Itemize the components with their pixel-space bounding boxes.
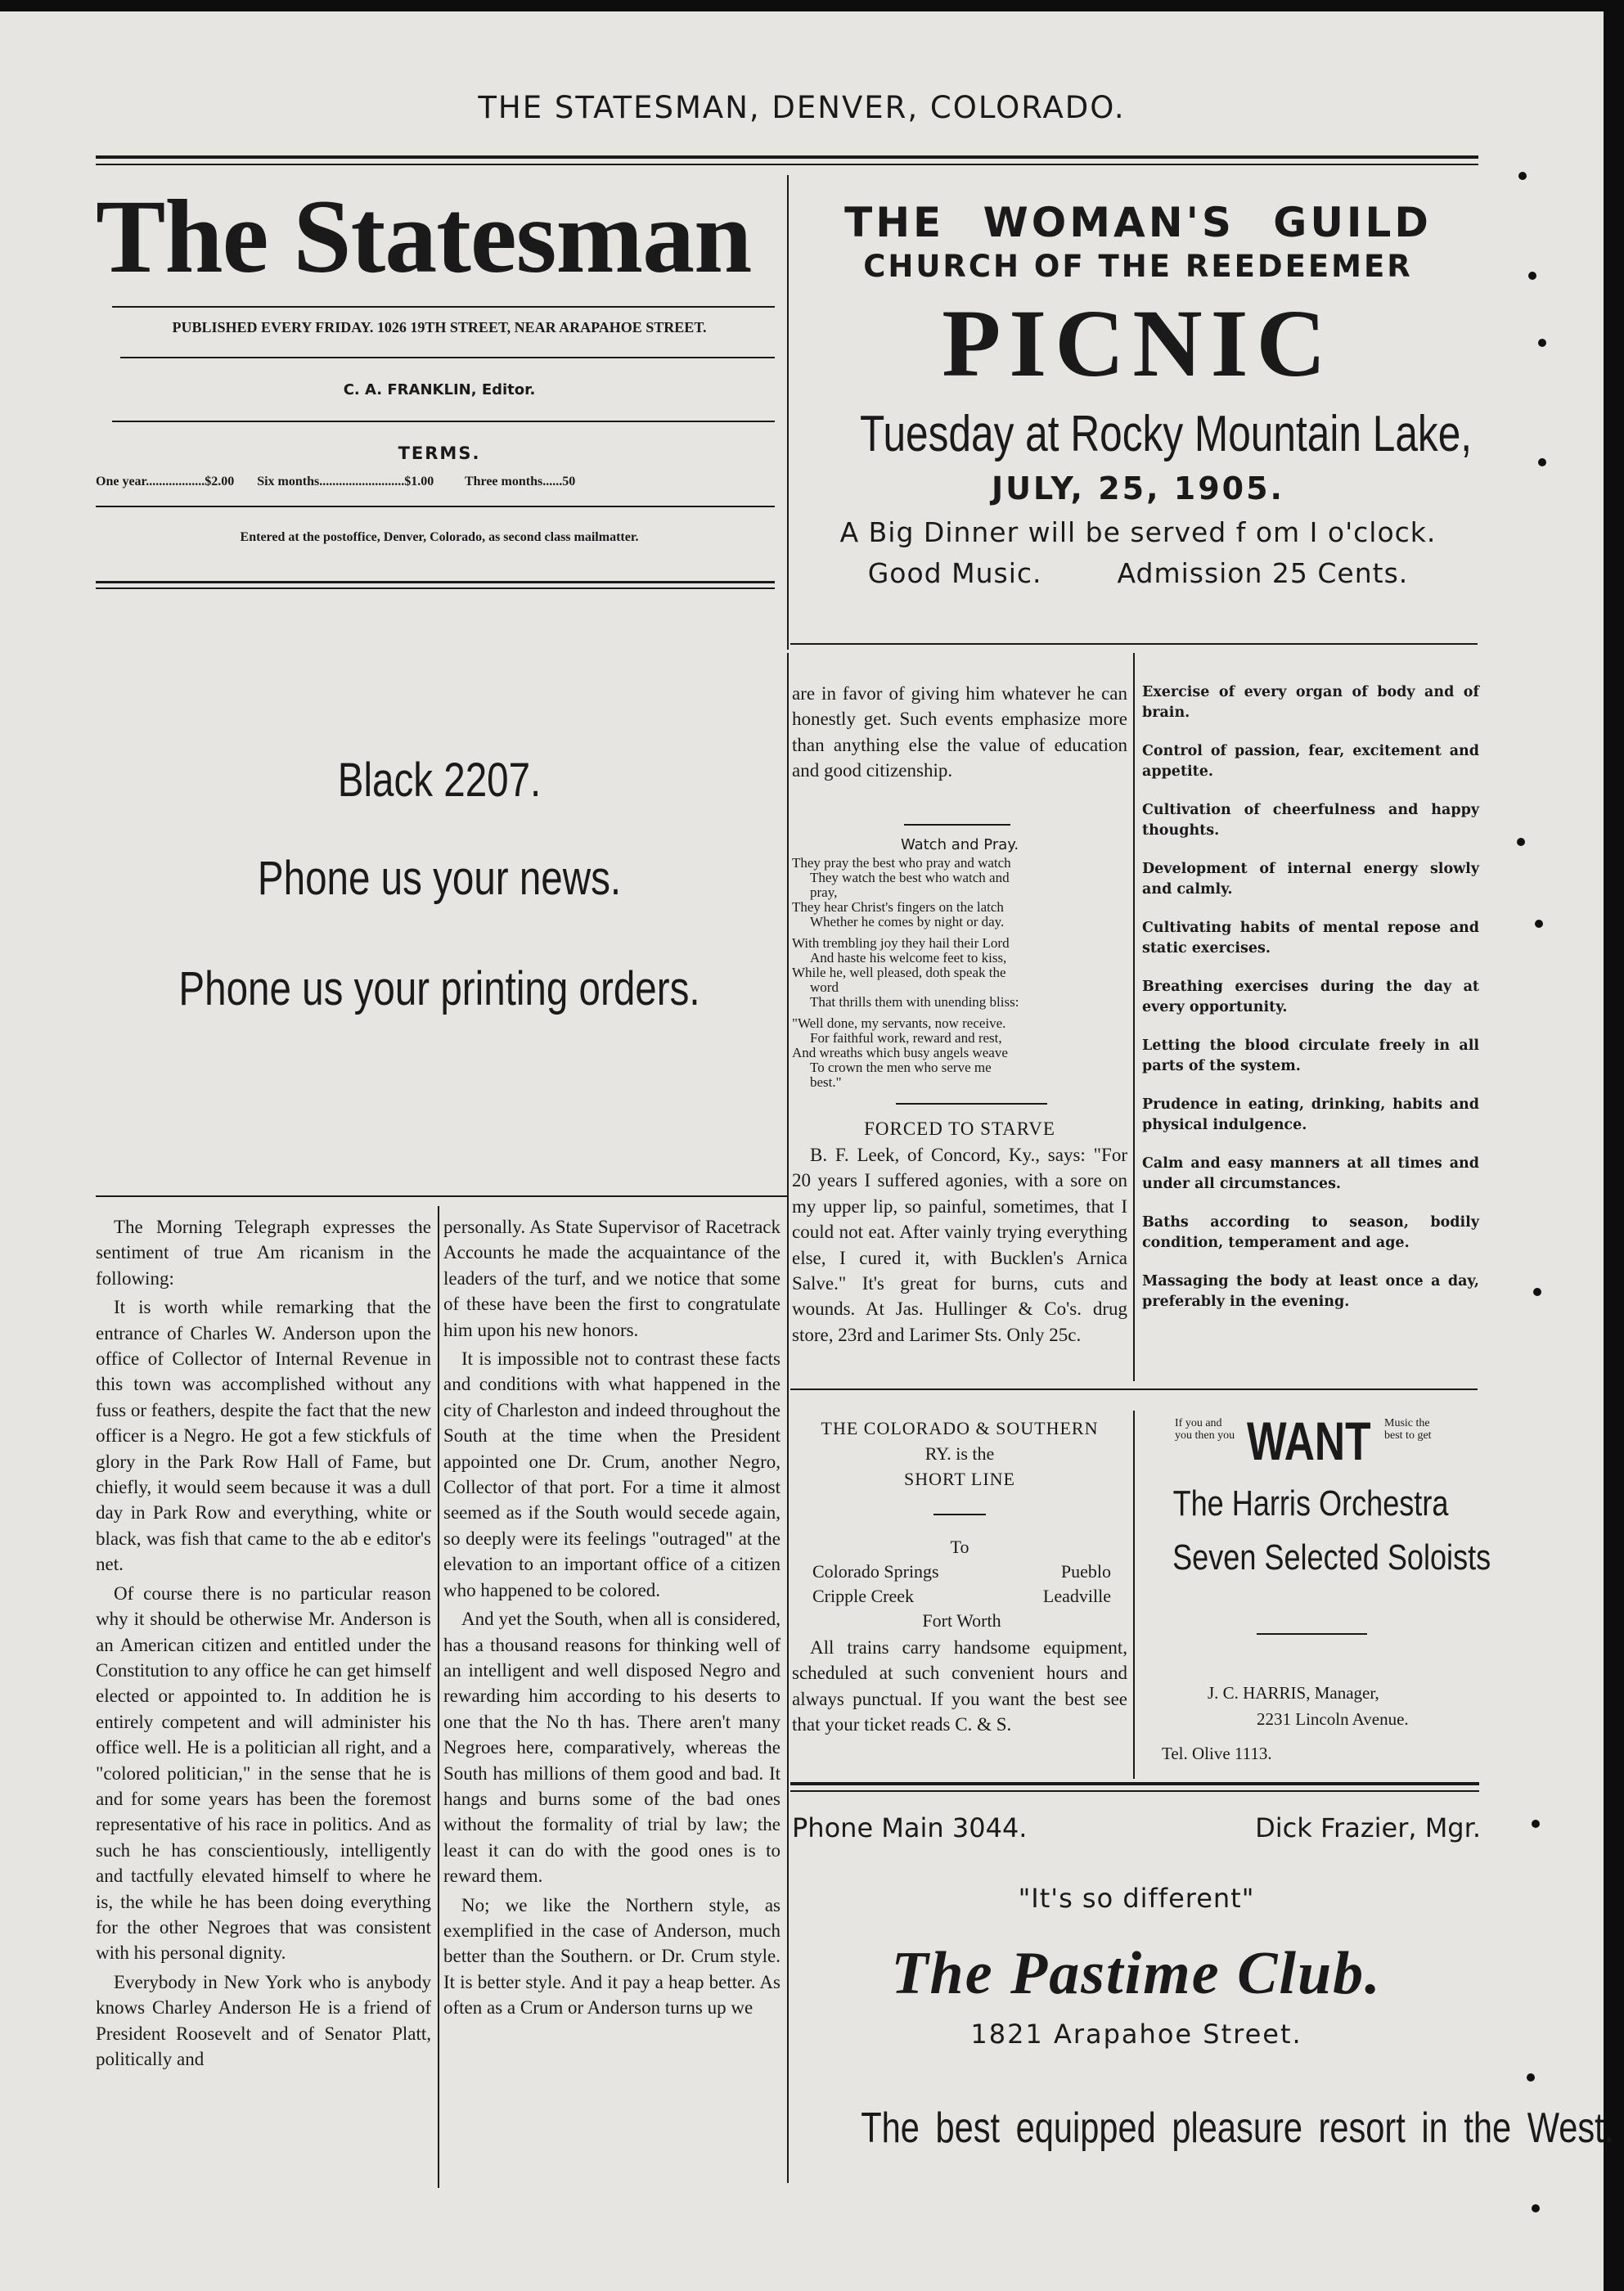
health-item: Cultivating habits of mental repose and static exercises. — [1142, 920, 1479, 956]
top-rule-thin — [96, 164, 1478, 165]
picnic-rule — [790, 643, 1478, 645]
destination: Fort Worth — [922, 1610, 1001, 1631]
entered-line: Entered at the postoffice, Denver, Colorado, as second class mailmatter. — [240, 530, 639, 544]
phone-printing: Phone us your printing orders. — [178, 962, 700, 1015]
poem-line: "Well done, my servants, now receive. — [792, 1015, 1006, 1031]
margin-speck — [1535, 920, 1543, 928]
phone-news: Phone us your news. — [257, 852, 622, 905]
picnic-music: Good Music. — [867, 557, 1042, 589]
health-item: Breathing exercises during the day at every opportunity. — [1142, 979, 1479, 1015]
newspaper-page — [0, 11, 1614, 2291]
editorial-para: No; we like the Northern style, as exemplified in the case of Anderson, much better than the Southern. or Dr. Crum style. It is better style. And it pay a heap better. As often as a Crum or Anderson turns up we — [443, 1894, 781, 2019]
editorial-para: Everybody in New York who is anybody knows Charley Anderson He is a friend of President Roosevelt and of Senator Platt, politically and — [96, 1971, 431, 2069]
destination: Colorado Springs — [812, 1561, 939, 1582]
column-rule-3 — [1133, 653, 1135, 1381]
pastime-slogan: "It's so different" — [1018, 1883, 1255, 1914]
poem-rule-2 — [896, 1103, 1047, 1105]
pastime-rule-thin — [790, 1790, 1479, 1792]
picnic-guild: THE WOMAN'S GUILD — [844, 199, 1432, 246]
railway-text: All trains carry handsome equipment, scheduled at such convenient hours and always punctual. If you want the best see that your ticket reads C. & S. — [792, 1637, 1127, 1735]
forced-heading: FORCED TO STARVE — [864, 1118, 1055, 1139]
forced-text: B. F. Leek, of Concord, Ky., says: "For 20 years I suffered agonies, with a sore on my upper lip, so painful, sometimes, that I could not eat. After vainly trying everything else, I cured it, with Bucklen's Arnica Salve." It's great for burns, cuts and wounds. At Jas. Hullinger & Co's. drug store, 23rd and Larimer Sts. Only 25c. — [792, 1145, 1127, 1345]
masthead-rule-5 — [96, 581, 775, 583]
masthead — [96, 175, 783, 544]
health-item: Cultivation of cheerfulness and happy thoughts. — [1142, 802, 1479, 839]
column-rule-1 — [438, 1206, 439, 2188]
railway-to: To — [950, 1537, 969, 1557]
publication-line: PUBLISHED EVERY FRIDAY. 1026 19TH STREET, NEAR ARAPAHOE STREET. — [172, 319, 707, 335]
pastime-phone: Phone Main 3044. — [792, 1812, 1028, 1843]
editor-line: C. A. FRANKLIN, Editor. — [343, 381, 536, 398]
railway-rule — [933, 1514, 986, 1515]
health-item: Prudence in eating, drinking, habits and physical indulgence. — [1142, 1096, 1479, 1133]
harris-orchestra-ad — [1142, 1411, 1491, 1763]
railway-name: THE COLORADO & SOUTHERN — [821, 1418, 1099, 1438]
editorial-column-1 — [96, 1214, 431, 2075]
phone-ad — [96, 740, 783, 1042]
pastime-tagline: The best equipped pleasure resort in the West. — [861, 2104, 1614, 2152]
poem-line: With trembling joy they hail their Lord — [792, 935, 1010, 951]
destination: Cripple Creek — [812, 1586, 915, 1606]
harris-telephone: Tel. Olive 1113. — [1162, 1744, 1272, 1763]
editorial-continuation: are in favor of giving him whatever he can honestly get. Such events emphasize more than anything else the value of education and good citizenship. — [792, 683, 1127, 781]
editorial-para: And yet the South, when all is considered, has a thousand reasons for thinking well of an intelligent and well disposed Negro and rewarding him according to his deserts to one that the No th has. There aren't many Negroes here, comparatively, whereas the South has millions of them good and bad. It hangs and burns some of the bad ones without the formality of trial by law; the least it can do with the good ones is to reward them. — [443, 1609, 781, 1887]
railway-destinations — [812, 1560, 1111, 1633]
margin-speck — [1517, 838, 1525, 846]
editorial-para: It is worth while remarking that the entrance of Charles W. Anderson upon the office of Collector of Internal Revenue in this town was accomplished without any fuss or feathers, despite the fact that the new officer is a Negro. He got a few stickfuls of glory in the Park Row Hall of Fame, but chiefly, it would seem because it was a dull day in Park Row and everything, white or black, was fish that came to the ab e editor's net. — [96, 1297, 431, 1575]
column-rule-main — [787, 653, 789, 2183]
picnic-location: Tuesday at Rocky Mountain Lake, — [860, 406, 1473, 462]
railway-short-line: SHORT LINE — [904, 1469, 1015, 1489]
margin-speck — [1518, 172, 1527, 180]
poem-line: And wreaths which busy angels weave — [792, 1045, 1008, 1060]
column-rule-4 — [1133, 1411, 1135, 1779]
poem-line: They watch the best who watch and — [810, 870, 1010, 885]
terms-heading: TERMS. — [398, 443, 481, 463]
harris-orchestra-name: The Harris Orchestra — [1172, 1483, 1449, 1524]
health-item: Control of passion, fear, excitement and appetite. — [1142, 743, 1479, 780]
pastime-club-ad — [792, 1810, 1614, 2157]
forced-to-starve — [792, 1116, 1127, 1348]
margin-speck — [1533, 1288, 1541, 1296]
health-item: Letting the blood circulate freely in all parts of the system. — [1142, 1037, 1479, 1074]
term-price: 50 — [562, 475, 576, 488]
margin-speck — [1532, 1820, 1540, 1828]
want-small-left: If you and you then you — [1175, 1417, 1235, 1442]
pastime-name: The Pastime Club. — [891, 1940, 1382, 2007]
masthead-rule-3 — [112, 421, 775, 422]
phone-number: Black 2207. — [337, 754, 542, 807]
railway-is-the: RY. is the — [924, 1443, 995, 1464]
margin-speck — [1538, 458, 1546, 466]
poem-line: While he, well pleased, doth speak the — [792, 965, 1006, 980]
picnic-date: JULY, 25, 1905. — [992, 470, 1284, 506]
destination: Leadville — [1042, 1586, 1111, 1606]
masthead-rule-6 — [96, 587, 775, 589]
picnic-church: CHURCH OF THE REEDEEMER — [863, 249, 1413, 284]
term-label: One year — [96, 475, 146, 488]
poem — [792, 835, 1127, 1090]
pastime-manager: Dick Frazier, Mgr. — [1255, 1812, 1481, 1843]
term-label: Six months — [257, 475, 320, 488]
editorial-para: It is impossible not to contrast these facts and conditions with what happened in the city of Charleston and indeed throughout the South at the time when the President appointed one Dr. Crum, another Negro, Collector of that port. For a time it almost seemed as if the South would secede again, so deeply were its feelings "outraged" at the elevation to an important office of a citizen who happened to be colored. — [443, 1348, 781, 1600]
poem-line: They pray the best who pray and watch — [792, 855, 1011, 871]
poem-rule — [904, 824, 1010, 826]
picnic-admission — [790, 556, 1486, 591]
editorial-column-3 — [792, 681, 1127, 787]
pastime-address: 1821 Arapahoe Street. — [970, 2019, 1302, 2050]
top-rule — [96, 155, 1478, 159]
poem-line: And haste his welcome feet to kiss, — [810, 950, 1007, 965]
masthead-rule-4 — [96, 506, 775, 507]
want-banner — [1142, 1411, 1479, 1476]
term-price: $1.00 — [404, 475, 434, 488]
poem-line: word — [810, 979, 839, 995]
harris-soloists: Seven Selected Soloists — [1172, 1537, 1491, 1578]
poem-line: That thrills them with unending bliss: — [810, 994, 1019, 1010]
picnic-ad — [790, 198, 1486, 591]
poem-line: pray, — [810, 884, 838, 900]
masthead-divider — [787, 175, 789, 650]
health-list — [1142, 682, 1479, 1330]
want-small-right: Music the best to get — [1384, 1417, 1432, 1442]
poem-line: best." — [810, 1074, 842, 1090]
picnic-title: PICNIC — [942, 290, 1334, 397]
health-item: Exercise of every organ of body and of brain. — [1142, 684, 1479, 721]
pastime-contact — [792, 1810, 1481, 1846]
harris-rule — [1257, 1633, 1367, 1635]
editorial-para: The Morning Telegraph expresses the sentiment of true Am ricanism in the following: — [96, 1217, 431, 1289]
masthead-title: The Statesman — [96, 178, 752, 295]
margin-speck — [1538, 339, 1546, 347]
health-item: Development of internal energy slowly and calmly. — [1142, 861, 1479, 898]
picnic-price: Admission 25 Cents. — [1117, 557, 1409, 589]
terms-row: One year..................$2.00 Six months..........................$1.00 Three months......50 — [96, 475, 576, 488]
health-item: Baths according to season, bodily condition, temperament and age. — [1142, 1214, 1479, 1251]
poem-line: Whether he comes by night or day. — [810, 914, 1005, 929]
harris-address: 2231 Lincoln Avenue. — [1257, 1709, 1409, 1729]
running-head: THE STATESMAN, DENVER, COLORADO. — [478, 90, 1126, 125]
term-price: $2.00 — [205, 475, 235, 488]
harris-manager: J. C. HARRIS, Manager, — [1208, 1683, 1379, 1703]
margin-speck — [1527, 2073, 1535, 2082]
masthead-rule — [112, 306, 775, 308]
pastime-rule — [790, 1782, 1479, 1785]
picnic-dinner: A Big Dinner will be served f om I o'clock. — [839, 516, 1437, 548]
editorial-column-2 — [443, 1214, 781, 2024]
editorial-para: Of course there is no particular reason why it should be otherwise Mr. Anderson is an American citizen and entitled under the Constitution to any office he can get himself elected or appointed to. In addition he is entirely competent and will administer his office well. He is a politician all right, and a "colored politician," in the sense that he is and for some years has been the foremost representative of his race in politics. And as such he has conscientiously, intelligently and tactfully elevated himself to where he is, the while he has been doing everything for the other Negroes that was consistent with his personal dignity. — [96, 1582, 431, 1964]
health-item: Calm and easy manners at all times and under all circumstances. — [1142, 1155, 1479, 1192]
want-word: WANT — [1247, 1411, 1371, 1471]
masthead-rule-2 — [120, 357, 775, 358]
margin-speck — [1528, 272, 1536, 280]
section-rule — [96, 1195, 787, 1197]
poem-line: They hear Christ's fingers on the latch — [792, 899, 1004, 915]
ads-rule — [790, 1389, 1478, 1390]
poem-title: Watch and Pray. — [900, 836, 1019, 853]
poem-lines — [792, 856, 1127, 1090]
destination: Pueblo — [1060, 1561, 1111, 1582]
margin-speck — [1532, 2204, 1540, 2212]
term-label: Three months — [464, 475, 543, 488]
poem-line: For faithful work, reward and rest, — [810, 1030, 1002, 1046]
editorial-para: personally. As State Supervisor of Racetrack Accounts he made the acquaintance of the leaders of the turf, and we notice that some of these have been the first to congratulate him upon his new honors. — [443, 1217, 781, 1340]
poem-line: To crown the men who serve me — [810, 1060, 992, 1075]
railway-ad — [792, 1416, 1127, 1735]
health-item: Massaging the body at least once a day, preferably in the evening. — [1142, 1273, 1479, 1310]
